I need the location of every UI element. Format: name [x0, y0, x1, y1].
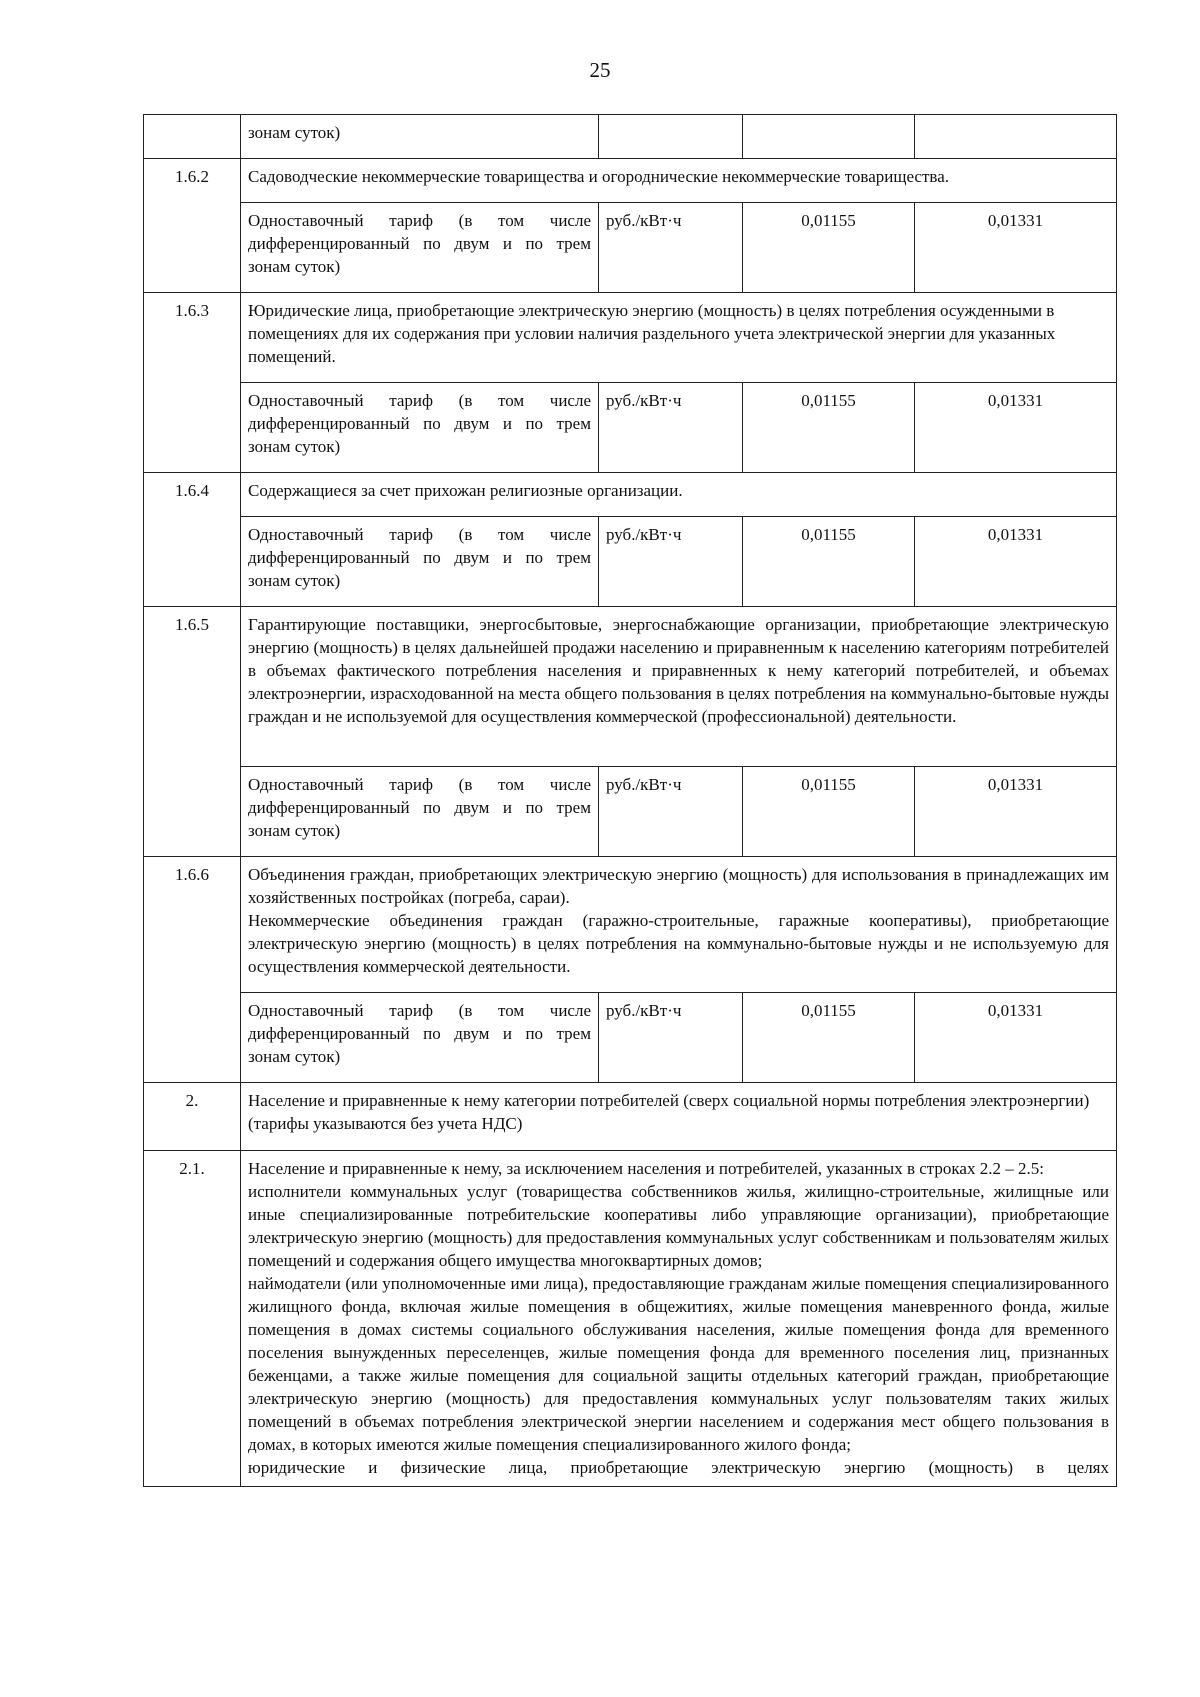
tariff-name: Одноставочный тариф (в том числе дифференцированный по двум и по трем зонам суток): [241, 383, 599, 473]
tariff-table: [143, 114, 1117, 1487]
table-row-section: [144, 1151, 1117, 1487]
tariff-value-1: 0,01155: [743, 517, 915, 607]
value2-cell: [915, 115, 1117, 159]
tariff-name-cell: зонам суток): [241, 115, 599, 159]
tariff-value-1: 0,01155: [743, 993, 915, 1083]
tariff-name: Одноставочный тариф (в том числе дифференцированный по двум и по трем зонам суток): [241, 517, 599, 607]
table-row-group-title: [144, 857, 1117, 993]
table-row-continuation: [144, 115, 1117, 159]
tariff-name: Одноставочный тариф (в том числе дифференцированный по двум и по трем зонам суток): [241, 767, 599, 857]
tariff-value-2: 0,01331: [915, 517, 1117, 607]
tariff-unit: руб./кВт·ч: [599, 993, 743, 1083]
tariff-unit: руб./кВт·ч: [599, 383, 743, 473]
tariff-value-1: 0,01155: [743, 767, 915, 857]
row-number-cell: [144, 115, 241, 159]
section-paragraph-2: исполнители коммунальных услуг (товарищества собственников жилья, жилищно-строительные, жилищные или иные специализированные потребительские кооперативы либо управляющие организации), приобретающие электрическую энергию (мощность) для предоставления коммунальных услуг собственникам и пользователям жилых помещений и содержания общего имущества многоквартирных домов;: [248, 1182, 1109, 1270]
tariff-unit: руб./кВт·ч: [599, 767, 743, 857]
tariff-value-2: 0,01331: [915, 203, 1117, 293]
group-title-paragraph-2: Некоммерческие объединения граждан (гаражно-строительные, гаражные кооперативы), приобретающие электрическую энергию (мощность) в целях потребления на коммунально-бытовые нужды и не используемую для осуществления коммерческой деятельности.: [248, 911, 1109, 976]
unit-cell: [599, 115, 743, 159]
tariff-value-2: 0,01331: [915, 767, 1117, 857]
section-paragraph-4: юридические и физические лица, приобретающие электрическую энергию (мощность) в целях: [248, 1458, 1109, 1477]
group-title: Юридические лица, приобретающие электрическую энергию (мощность) в целях потребления осужденными в помещениях для их содержания при условии наличия раздельного учета электрической энергии для указанных помещений.: [241, 293, 1117, 383]
table-row-group-title: [144, 159, 1117, 203]
group-title-paragraph-1: Объединения граждан, приобретающих электрическую энергию (мощность) для использования в принадлежащих им хозяйственных постройках (погреба, сараи).: [248, 865, 1109, 907]
group-title: Содержащиеся за счет прихожан религиозные организации.: [241, 473, 1117, 517]
section-description: [241, 1151, 1117, 1487]
page-number: 25: [589, 58, 611, 82]
tariff-value-2: 0,01331: [915, 383, 1117, 473]
row-number: 1.6.5: [144, 607, 241, 857]
table-row-tariff: [144, 517, 1117, 607]
tariff-unit: руб./кВт·ч: [599, 517, 743, 607]
tariff-unit: руб./кВт·ч: [599, 203, 743, 293]
group-title: Садоводческие некоммерческие товарищества и огороднические некоммерческие товарищества.: [241, 159, 1117, 203]
table-row-tariff: [144, 383, 1117, 473]
table-row-tariff: [144, 993, 1117, 1083]
table-row-group-title: [144, 293, 1117, 383]
tariff-name: Одноставочный тариф (в том числе дифференцированный по двум и по трем зонам суток): [241, 993, 599, 1083]
row-number: 1.6.4: [144, 473, 241, 607]
row-number: 2.1.: [144, 1151, 241, 1487]
tariff-value-1: 0,01155: [743, 383, 915, 473]
group-title: Гарантирующие поставщики, энергосбытовые, энергоснабжающие организации, приобретающие электрическую энергию (мощность) в целях дальнейшей продажи населению и приравненным к населению категориям потребителей в объемах фактического потребления населения и приравненных к нему категорий потребителей, и объемах электроэнергии, израсходованной на места общего пользования в целях потребления на коммунально-бытовые нужды граждан и не используемой для осуществления коммерческой (профессиональной) деятельности.: [241, 607, 1117, 767]
table-row-group-title: [144, 607, 1117, 767]
tariff-value-2: 0,01331: [915, 993, 1117, 1083]
table-row-group-title: [144, 473, 1117, 517]
row-number: 1.6.6: [144, 857, 241, 1083]
tariff-name: Одноставочный тариф (в том числе дифференцированный по двум и по трем зонам суток): [241, 203, 599, 293]
table-row-tariff: [144, 203, 1117, 293]
value1-cell: [743, 115, 915, 159]
table-row-tariff: [144, 767, 1117, 857]
tariff-value-1: 0,01155: [743, 203, 915, 293]
row-number: 2.: [144, 1083, 241, 1151]
section-title: Население и приравненные к нему категории потребителей (сверх социальной нормы потребления электроэнергии) (тарифы указываются без учета НДС): [241, 1083, 1117, 1151]
row-number: 1.6.2: [144, 159, 241, 293]
section-paragraph-3: наймодатели (или уполномоченные ими лица), предоставляющие гражданам жилые помещения специализированного жилищного фонда, включая жилые помещения в общежитиях, жилые помещения маневренного фонда, жилые помещения в домах системы социального обслуживания населения, жилые помещения фонда для временного поселения вынужденных переселенцев, жилые помещения фонда для временного поселения лиц, признанных беженцами, а также жилые помещения для социальной защиты отдельных категорий граждан, приобретающие электрическую энергию (мощность) для предоставления коммунальных услуг пользователям таких жилых помещений в объемах потребления электрической энергии населением и содержания мест общего пользования в домах, в которых имеются жилые помещения специализированного жилого фонда;: [248, 1274, 1109, 1454]
group-title: [241, 857, 1117, 993]
section-paragraph-1: Население и приравненные к нему, за исключением населения и потребителей, указанных в строках 2.2 – 2.5:: [248, 1159, 1044, 1178]
table-row-section: [144, 1083, 1117, 1151]
row-number: 1.6.3: [144, 293, 241, 473]
